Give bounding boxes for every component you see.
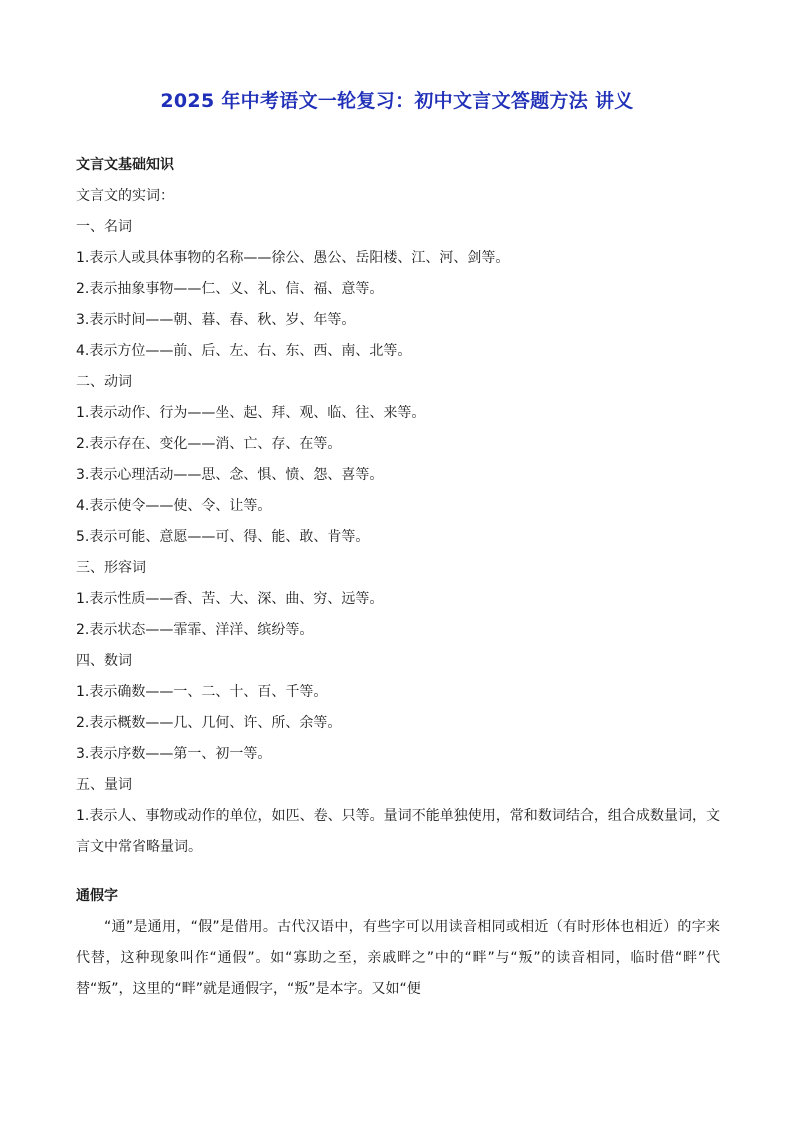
list-item: 3.表示心理活动——思、念、惧、愤、怨、喜等。: [76, 467, 384, 483]
list-item: 3.表示时间——朝、暮、春、秋、岁、年等。: [76, 312, 356, 328]
list-item: 2.表示抽象事物——仁、义、礼、信、福、意等。: [76, 281, 384, 297]
section-heading-basics: 文言文基础知识: [76, 157, 174, 173]
section-heading-tongjiazi: 通假字: [76, 888, 118, 904]
list-item: 4.表示使令——使、令、让等。: [76, 498, 272, 514]
list-item: 1.表示动作、行为——坐、起、拜、观、临、往、来等。: [76, 405, 426, 421]
subheading-adjectives: 三、形容词: [76, 560, 146, 576]
subheading-verbs: 二、动词: [76, 374, 132, 390]
document-body: [76, 150, 720, 1005]
document-title: 2025 年中考语文一轮复习：初中文言文答题方法 讲义: [160, 90, 634, 112]
list-item: 2.表示存在、变化——消、亡、存、在等。: [76, 436, 342, 452]
section-spacer: [76, 863, 720, 881]
list-item: 1.表示确数——一、二、十、百、千等。: [76, 684, 328, 700]
subheading-measure: 五、量词: [76, 777, 132, 793]
list-item: 5.表示可能、意愿——可、得、能、敢、肯等。: [76, 529, 370, 545]
tongjiazi-paragraph: “通”是通用，“假”是借用。古代汉语中，有些字可以用读音相同或相近（有时形体也相近）的字来代替，这种现象叫作“通假”。如“寡助之至，亲戚畔之”中的“畔”与“叛”的读音相同，临时借“畔”代替“叛”，这里的“畔”就是通假字，“叛”是本字。又如“便: [76, 919, 720, 997]
list-item: 3.表示序数——第一、初一等。: [76, 746, 272, 762]
list-item: 1.表示性质——香、苦、大、深、曲、穷、远等。: [76, 591, 384, 607]
list-item: 1.表示人或具体事物的名称——徐公、愚公、岳阳楼、江、河、剑等。: [76, 250, 510, 266]
subheading-numerals: 四、数词: [76, 653, 132, 669]
section-intro: 文言文的实词：: [76, 188, 174, 204]
list-item: 4.表示方位——前、后、左、右、东、西、南、北等。: [76, 343, 412, 359]
list-item: 2.表示概数——几、几何、许、所、余等。: [76, 715, 342, 731]
list-item: 2.表示状态——霏霏、洋洋、缤纷等。: [76, 622, 314, 638]
subheading-nouns: 一、名词: [76, 219, 132, 235]
measure-word-paragraph: 1.表示人、事物或动作的单位，如匹、卷、只等。量词不能单独使用，常和数词结合，组合成数量词，文言文中常省略量词。: [76, 808, 720, 855]
